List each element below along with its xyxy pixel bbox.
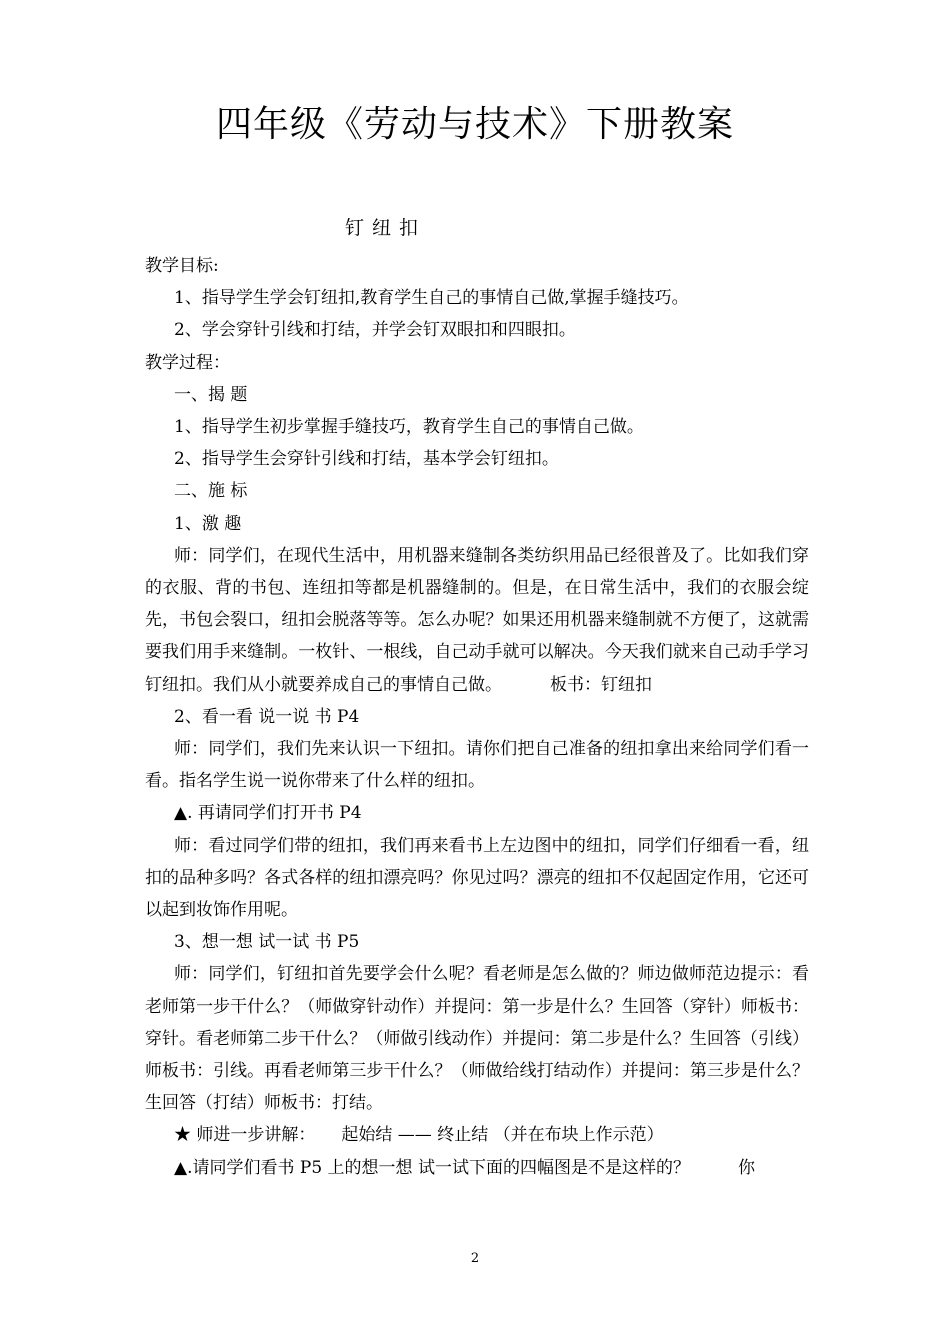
section-heading-objectives: 教学目标: [145, 256, 219, 276]
paragraph-interest-text: 师：同学们，在现代生活中，用机器来缝制各类纺织用品已经很普及了。比如我们穿的衣服、背的书包、连纽扣等都是机器缝制的。但是，在日常生活中，我们的衣服会绽先，书包会裂口，纽扣会脱落等等。怎么办呢？如果还用机器来缝制就不方便了，这就需要我们用手来缝制。一枚针、一根线，自己动手就可以解决。今天我们就来自己动手学习钉纽扣。我们从小就要养成自己的事情自己做。 [145, 545, 809, 695]
sub-heading-think-try: 3、想一想 试一试 书 P5 [174, 932, 360, 953]
section-heading-process: 教学过程： [145, 352, 230, 373]
step-heading-reveal: 一、揭 题 [174, 384, 248, 405]
paragraph-look-say: 师：同学们，我们先来认识一下纽扣。请你们把自己准备的纽扣拿出来给同学们看一看。指名学生说一说你带来了什么样的纽扣。 [145, 739, 809, 792]
paragraph-demonstration: 师：同学们，钉纽扣首先要学会什么呢？看老师是怎么做的？师边做师范边提示：看老师第一步干什么？（师做穿针动作）并提问：第一步是什么？生回答（穿针）师板书：穿针。看老师第二步干什么？（师做引线动作）并提问：第二步是什么？生回答（引线）师板书：引线。再看老师第三步干什么？（师做给线打结动作）并提问：第三步是什么？生回答（打结）师板书：打结。 [145, 964, 809, 1114]
paragraph-interest [145, 540, 809, 701]
paragraph-button-variety: 师：看过同学们带的纽扣，我们再来看书上左边图中的纽扣，同学们仔细看一看，纽扣的品种多吗？各式各样的纽扣漂亮吗？你见过吗？漂亮的纽扣不仅起固定作用，它还可以起到妆饰作用呢。 [145, 835, 809, 921]
objective-item-1: 1、指导学生学会钉纽扣,教育学生自己的事情自己做,掌握手缝技巧。 [174, 288, 689, 309]
page-title: 四年级《劳动与技术》下册教案 [215, 104, 734, 145]
reveal-item-2: 2、指导学生会穿针引线和打结，基本学会钉纽扣。 [174, 449, 559, 470]
instruction-book-p5 [145, 1152, 809, 1184]
reveal-item-1: 1、指导学生初步掌握手缝技巧，教育学生自己的事情自己做。 [174, 417, 644, 438]
sub-heading-interest: 1、激 趣 [174, 513, 242, 534]
lesson-title: 钉纽扣 [345, 217, 427, 239]
teacher-explanation-text: 起始结 —— 终止结 （并在布块上作示范） [341, 1125, 664, 1146]
page-number: 2 [470, 1251, 480, 1266]
sub-heading-look-say: 2、看一看 说一说 书 P4 [174, 706, 360, 727]
step-heading-implement: 二、施 标 [174, 481, 248, 502]
objective-item-2: 2、学会穿针引线和打结，并学会钉双眼扣和四眼扣。 [174, 320, 576, 341]
instruction-book-p5-tail: 你 [737, 1157, 755, 1178]
board-note: 板书：钉纽扣 [550, 674, 652, 695]
teacher-explanation [145, 1119, 809, 1151]
instruction-open-book-p4: ▲. 再请同学们打开书 P4 [174, 803, 362, 824]
document-body [145, 250, 809, 1184]
teacher-explanation-label: ★ 师进一步讲解： [174, 1125, 316, 1146]
instruction-book-p5-text: ▲.请同学们看书 P5 上的想一想 试一试下面的四幅图是不是这样的？ [174, 1157, 690, 1178]
